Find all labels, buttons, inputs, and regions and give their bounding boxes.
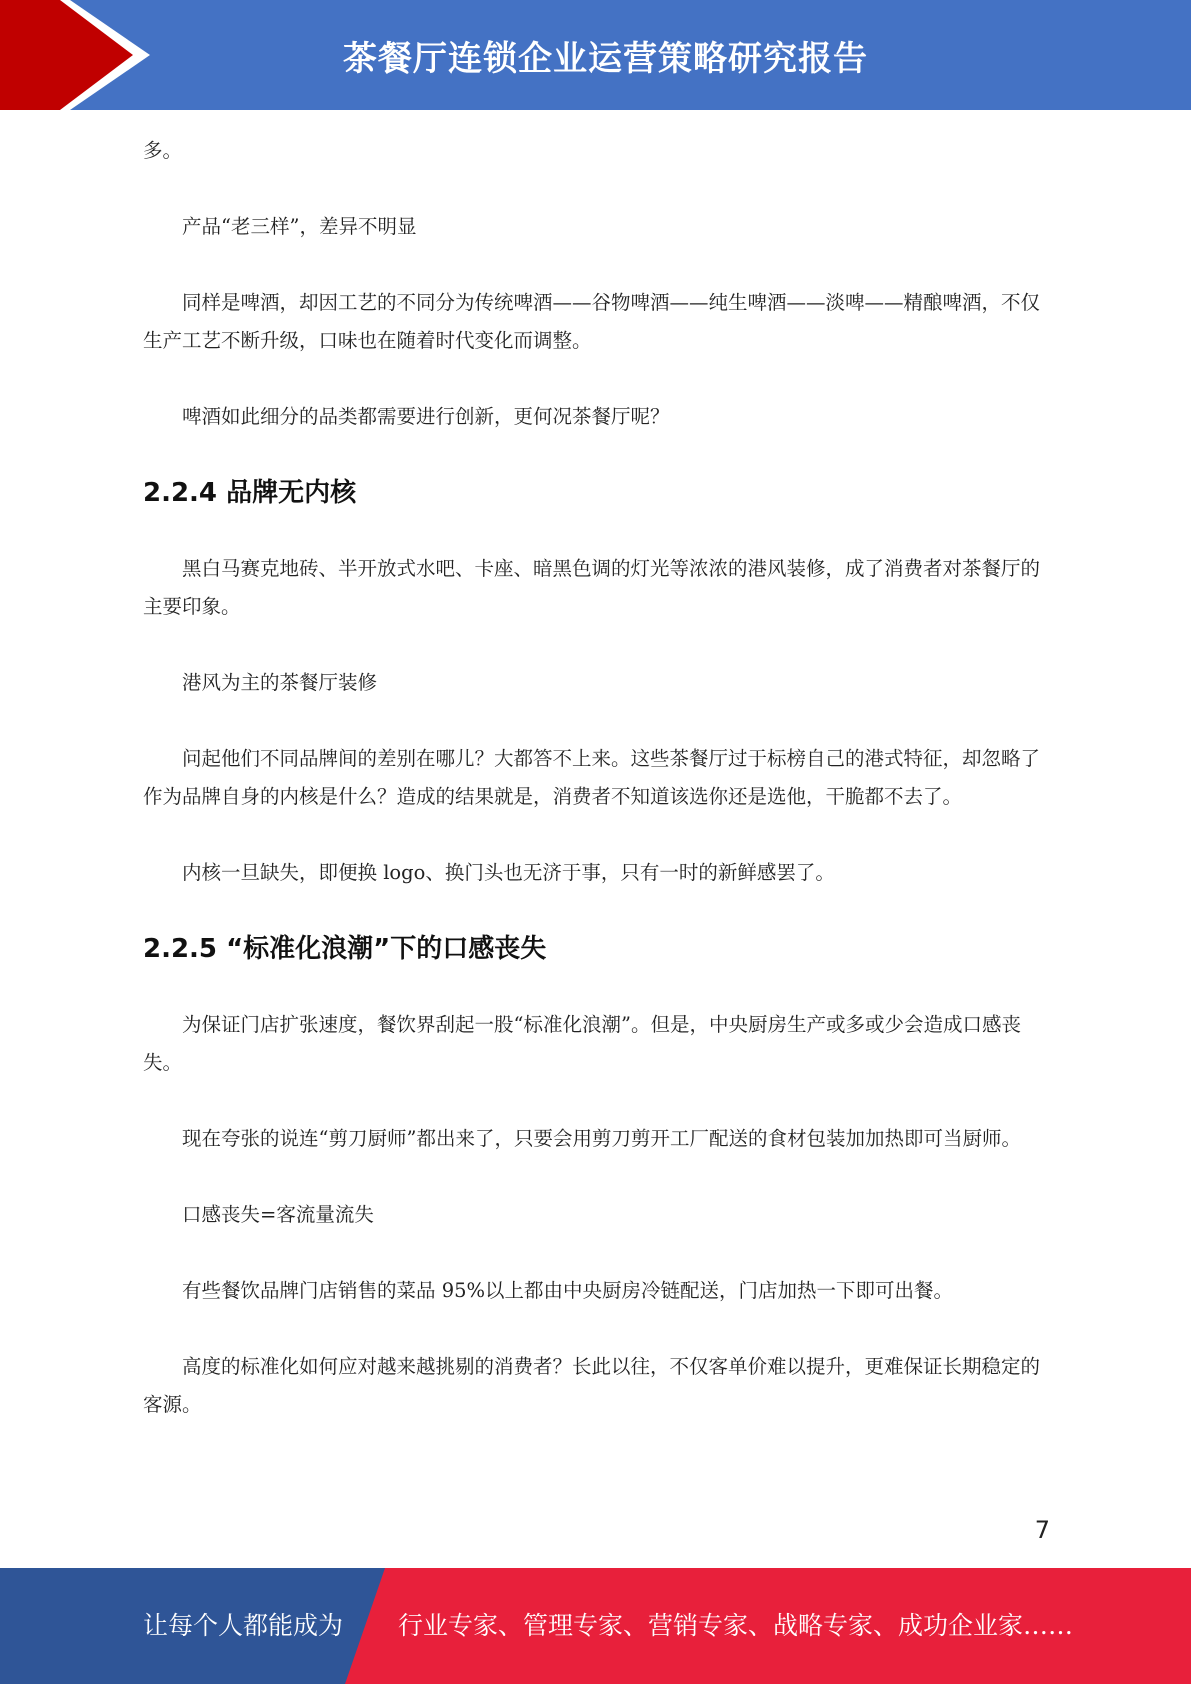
section-heading: 2.2.5 “标准化浪潮”下的口感丧失 [143,934,547,964]
footer-slogan-left: 让每个人都能成为 [143,1611,344,1640]
paragraph: 为保证门店扩张速度，餐饮界刮起一股“标准化浪潮”。但是，中央厨房生产或多或少会造成口感丧失。 [143,1013,1021,1074]
section-heading: 2.2.4 品牌无内核 [143,478,357,508]
page-header [0,0,1191,110]
paragraph: 同样是啤酒，却因工艺的不同分为传统啤酒——谷物啤酒——纯生啤酒——淡啤——精酿啤酒，不仅生产工艺不断升级，口味也在随着时代变化而调整。 [143,291,1041,352]
header-title: 茶餐厅连锁企业运营策略研究报告 [343,38,868,79]
paragraph: 口感丧失=客流量流失 [182,1203,374,1226]
paragraph: 多。 [143,139,183,162]
footer-slogan-right: 行业专家、管理专家、营销专家、战略专家、成功企业家…… [398,1611,1074,1640]
paragraph: 黑白马赛克地砖、半开放式水吧、卡座、暗黑色调的灯光等浓浓的港风装修，成了消费者对茶餐厅的主要印象。 [143,557,1041,618]
paragraph: 现在夸张的说连“剪刀厨师”都出来了，只要会用剪刀剪开工厂配送的食材包装加加热即可当厨师。 [182,1127,1021,1150]
paragraph: 有些餐饮品牌门店销售的菜品 95%以上都由中央厨房冷链配送，门店加热一下即可出餐。 [182,1279,954,1302]
document-body [143,132,1047,1424]
paragraph: 高度的标准化如何应对越来越挑剔的消费者？长此以往，不仅客单价难以提升，更难保证长期稳定的客源。 [143,1355,1041,1416]
paragraph: 港风为主的茶餐厅装修 [182,671,378,694]
paragraph: 产品“老三样”，差异不明显 [182,215,417,238]
paragraph: 问起他们不同品牌间的差别在哪儿？大都答不上来。这些茶餐厅过于标榜自己的港式特征，却忽略了作为品牌自身的内核是什么？造成的结果就是，消费者不知道该选你还是选他，干脆都不去了。 [143,747,1041,808]
page-footer [0,1568,1191,1684]
page-number: 7 [1034,1516,1050,1544]
paragraph: 内核一旦缺失，即便换 logo、换门头也无济于事，只有一时的新鲜感罢了。 [182,861,835,884]
paragraph: 啤酒如此细分的品类都需要进行创新，更何况茶餐厅呢？ [182,405,670,428]
